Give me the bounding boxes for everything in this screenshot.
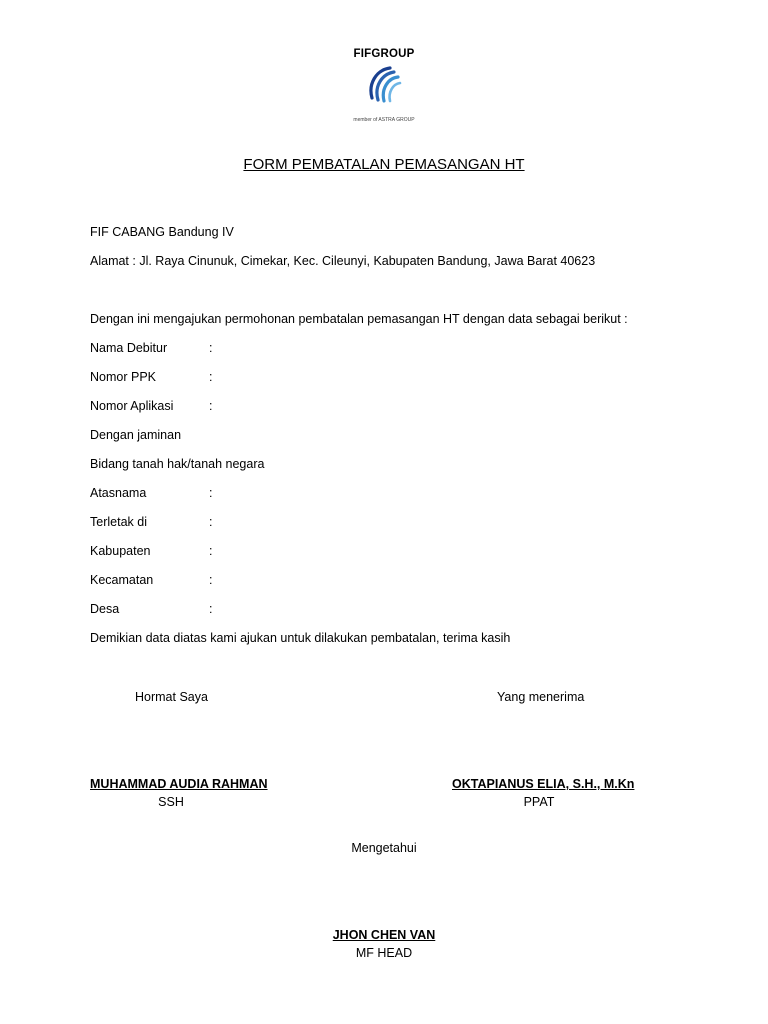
closing-paragraph: Demikian data diatas kami ajukan untuk dilakukan pembatalan, terima kasih — [90, 631, 511, 645]
field-label: Nomor Aplikasi — [90, 399, 174, 413]
field-colon: : — [209, 515, 213, 529]
bidang-tanah-line: Bidang tanah hak/tanah negara — [90, 457, 265, 471]
left-signatory-role: SSH — [158, 795, 184, 809]
logo-subtext: member of ASTRA GROUP — [353, 117, 415, 123]
field-kecamatan — [90, 573, 212, 587]
right-signatory-name: OKTAPIANUS ELIA, S.H., M.Kn — [452, 777, 635, 791]
field-label: Terletak di — [90, 515, 147, 529]
field-colon: : — [209, 486, 213, 500]
field-colon: : — [209, 399, 213, 413]
field-colon: : — [209, 544, 213, 558]
field-label: Nama Debitur — [90, 341, 168, 355]
center-signature-heading: Mengetahui — [351, 841, 417, 855]
field-label: Nomor PPK — [90, 370, 156, 384]
field-colon: : — [209, 370, 213, 384]
field-label: Kecamatan — [90, 573, 154, 587]
field-label: Kabupaten — [90, 544, 151, 558]
right-signatory-role: PPAT — [523, 795, 555, 809]
branch-line: FIF CABANG Bandung IV — [90, 225, 234, 239]
fifgroup-logo-icon — [366, 64, 402, 106]
field-desa — [90, 602, 212, 616]
dengan-jaminan-line: Dengan jaminan — [90, 428, 182, 442]
field-terletak-di — [90, 515, 212, 529]
field-label: Atasnama — [90, 486, 147, 500]
logo-brand-text: FIFGROUP — [353, 48, 415, 60]
field-colon: : — [209, 341, 213, 355]
left-signatory-name: MUHAMMAD AUDIA RAHMAN — [90, 777, 268, 791]
field-nomor-aplikasi — [90, 399, 212, 413]
field-atasnama — [90, 486, 212, 500]
field-kabupaten — [90, 544, 212, 558]
field-colon: : — [209, 573, 213, 587]
center-signatory-name: JHON CHEN VAN — [332, 928, 436, 942]
address-line: Alamat : Jl. Raya Cinunuk, Cimekar, Kec. Cileunyi, Kabupaten Bandung, Jawa Barat 40623 — [90, 254, 596, 268]
field-label: Desa — [90, 602, 120, 616]
field-nomor-ppk — [90, 370, 212, 384]
left-signature-heading: Hormat Saya — [135, 690, 208, 704]
intro-paragraph: Dengan ini mengajukan permohonan pembatalan pemasangan HT dengan data sebagai berikut : — [90, 312, 628, 326]
center-signatory-role: MF HEAD — [355, 946, 413, 960]
field-nama-debitur — [90, 341, 212, 355]
right-signature-heading: Yang menerima — [497, 690, 585, 704]
field-colon: : — [209, 602, 213, 616]
form-title: FORM PEMBATALAN PEMASANGAN HT — [243, 156, 525, 173]
